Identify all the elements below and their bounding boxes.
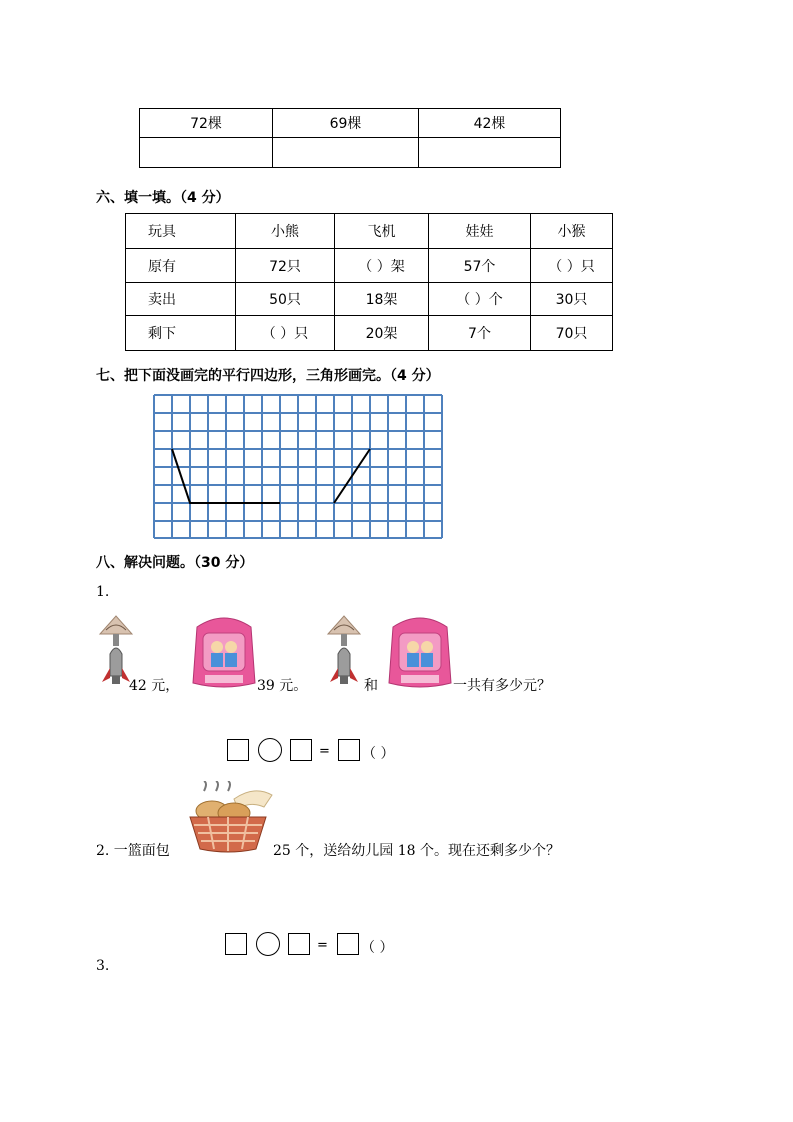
school-bag-image bbox=[385, 613, 455, 689]
question-2-text: 25 个，送给幼儿园 18 个。现在还剩多少个？ bbox=[273, 843, 560, 859]
toy-fill-cell[interactable]: （ ）个 bbox=[429, 283, 531, 316]
answer-blank-cell[interactable] bbox=[140, 138, 273, 168]
operand-box[interactable] bbox=[288, 933, 310, 955]
and-word: 和 bbox=[364, 678, 378, 694]
toy-row-label: 剩下 bbox=[126, 316, 236, 351]
tree-count-cell: 69棵 bbox=[273, 109, 419, 138]
unit-parens[interactable]: （ ） bbox=[361, 940, 394, 956]
toy-cell: 50只 bbox=[236, 283, 335, 316]
toy-fill-cell[interactable]: （ ）只 bbox=[236, 316, 335, 351]
rocket-lamp-image bbox=[324, 612, 364, 690]
toy-cell: 72只 bbox=[236, 249, 335, 283]
answer-blank-cell[interactable] bbox=[419, 138, 561, 168]
toy-cell: 7个 bbox=[429, 316, 531, 351]
section-8-heading: 八、解决问题。（30 分） bbox=[96, 555, 254, 571]
tree-count-table bbox=[139, 108, 561, 168]
question-1-number: 1. bbox=[96, 584, 110, 600]
drawing-grid[interactable] bbox=[153, 394, 445, 540]
toy-header-cell: 小熊 bbox=[236, 214, 335, 249]
toy-row-label: 原有 bbox=[126, 249, 236, 283]
operand-box[interactable] bbox=[290, 739, 312, 761]
toy-cell: 30只 bbox=[531, 283, 613, 316]
operand-box[interactable] bbox=[227, 739, 249, 761]
lamp-price: 42 元， bbox=[129, 678, 180, 694]
toy-row-label: 卖出 bbox=[126, 283, 236, 316]
tree-count-cell: 42棵 bbox=[419, 109, 561, 138]
operand-box[interactable] bbox=[225, 933, 247, 955]
section-6-heading: 六、填一填。（4 分） bbox=[96, 190, 230, 206]
question-2-lead: 2. 一篮面包 bbox=[96, 843, 170, 859]
bag-price: 39 元。 bbox=[257, 678, 308, 694]
section-7-heading: 七、把下面没画完的平行四边形，三角形画完。（4 分） bbox=[96, 368, 440, 384]
toy-cell: 70只 bbox=[531, 316, 613, 351]
toy-cell: 18架 bbox=[335, 283, 429, 316]
operator-circle[interactable] bbox=[256, 932, 280, 956]
equals-sign: = bbox=[319, 744, 330, 759]
result-box[interactable] bbox=[338, 739, 360, 761]
bread-basket-image bbox=[184, 781, 274, 855]
grid-lines bbox=[154, 395, 442, 538]
toy-fill-cell[interactable]: （ ）架 bbox=[335, 249, 429, 283]
unit-parens[interactable]: （ ） bbox=[362, 746, 395, 762]
toy-header-cell: 娃娃 bbox=[429, 214, 531, 249]
toy-table bbox=[125, 213, 613, 351]
toy-cell: 57个 bbox=[429, 249, 531, 283]
toy-header-cell: 玩具 bbox=[126, 214, 236, 249]
result-box[interactable] bbox=[337, 933, 359, 955]
question-1-text: 一共有多少元？ bbox=[453, 678, 551, 694]
school-bag-image bbox=[189, 613, 259, 689]
equals-sign: = bbox=[317, 938, 328, 953]
toy-header-cell: 小猴 bbox=[531, 214, 613, 249]
question-3-number: 3. bbox=[96, 958, 110, 974]
tree-count-cell: 72棵 bbox=[140, 109, 273, 138]
toy-fill-cell[interactable]: （ ）只 bbox=[531, 249, 613, 283]
operator-circle[interactable] bbox=[258, 738, 282, 762]
toy-header-cell: 飞机 bbox=[335, 214, 429, 249]
toy-cell: 20架 bbox=[335, 316, 429, 351]
answer-blank-cell[interactable] bbox=[273, 138, 419, 168]
